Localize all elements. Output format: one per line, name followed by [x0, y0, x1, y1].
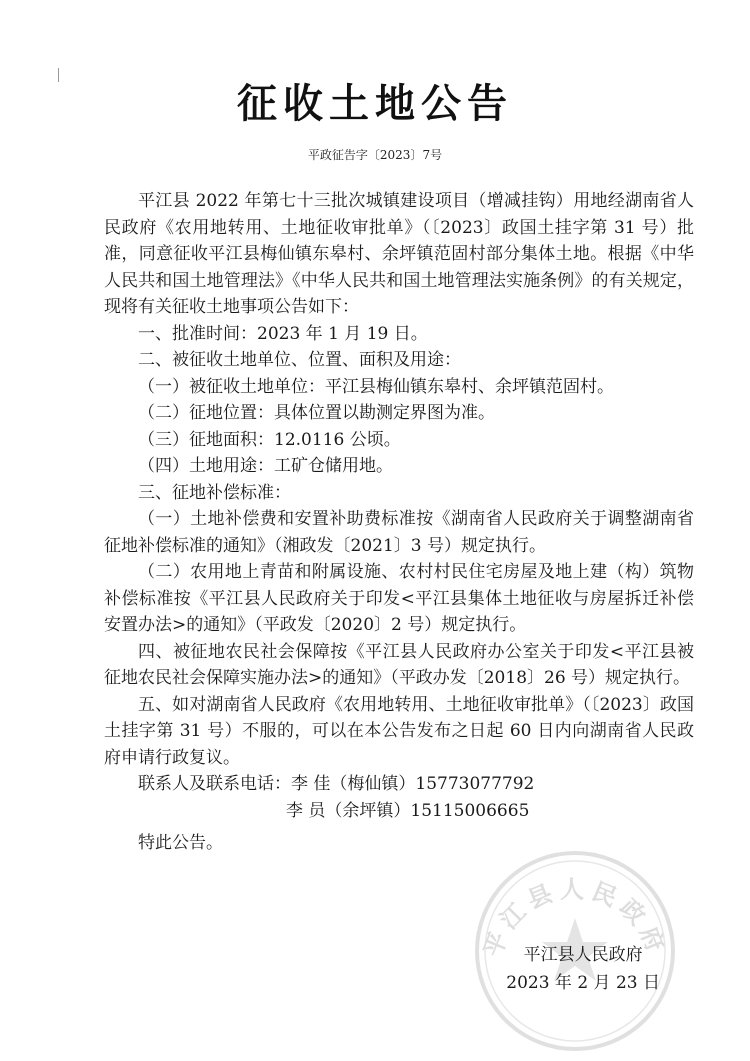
document-number: 平政征告字〔2023〕7号: [307, 148, 443, 162]
section-approval-time: 一、批准时间：2023 年 1 月 19 日。: [138, 323, 428, 344]
land-unit: （一）被征收土地单位：平江县梅仙镇东皋村、余坪镇范固村。: [138, 376, 614, 397]
section-appeal: 五、如对湖南省人民政府《农用地转用、土地征收审批单》（〔2023〕政国土挂字第 31 号）不服的，可以在本公告发布之日起 60 日内向湖南省人民政府申请行政复议。: [104, 694, 694, 768]
contact-line-1: 联系人及联系电话：李 佳（梅仙镇）15773077792: [138, 774, 535, 794]
intro-paragraph: 平江县 2022 年第七十三批次城镇建设项目（增减挂钩）用地经湖南省人民政府《农用地转用、土地征收审批单》（〔2023〕政国土挂字第 31 号）批准，同意征收平江县梅仙镇东皋村、余坪镇范固村部分集体土地。根据《中华人民共和国土地管理法》《中华人民共和国土地管理法实施条例》的有关规定，现将有关征收土地事项公告如下：: [104, 191, 694, 317]
signing-organization: 平江县人民政府: [523, 945, 643, 965]
signing-date: 2023 年 2 月 23 日: [506, 973, 660, 993]
document-body: [104, 188, 694, 857]
land-use: （四）土地用途：工矿仓储用地。: [138, 456, 393, 476]
compensation-standard-2: （二）农用地上青苗和附属设施、农村村民住宅房屋及地上建（构）筑物补偿标准按《平江县人民政府关于印发<平江县集体土地征收与房屋拆迁补偿安置办法>的通知》（平政发〔2020〕2 号）规定执行。: [104, 562, 694, 635]
svg-text:平江县人民政府: 平江县人民政府: [478, 875, 672, 961]
section-social-security: 四、被征地农民社会保障按《平江县人民政府办公室关于印发<平江县被征地农民社会保障实施办法>的通知》（平政办发〔2018〕26 号）规定执行。: [104, 641, 694, 688]
signature-block: [506, 941, 660, 997]
land-area: （三）征地面积：12.0116 公顷。: [138, 429, 401, 450]
section-land-info: 二、被征收土地单位、位置、面积及用途：: [138, 350, 461, 370]
closing-statement: 特此公告。: [138, 833, 223, 853]
compensation-standard-1: （一）土地补偿费和安置补助费标准按《湖南省人民政府关于调整湖南省征地补偿标准的通知》（湘政发〔2021〕3 号）规定执行。: [104, 509, 694, 556]
section-compensation: 三、征地补偿标准：: [138, 482, 291, 503]
document-title: 征收土地公告: [237, 81, 513, 127]
contact-line-2: 李 员（余坪镇）15115006665: [286, 800, 530, 821]
land-location: （二）征地位置：具体位置以勘测定界图为准。: [138, 403, 495, 423]
